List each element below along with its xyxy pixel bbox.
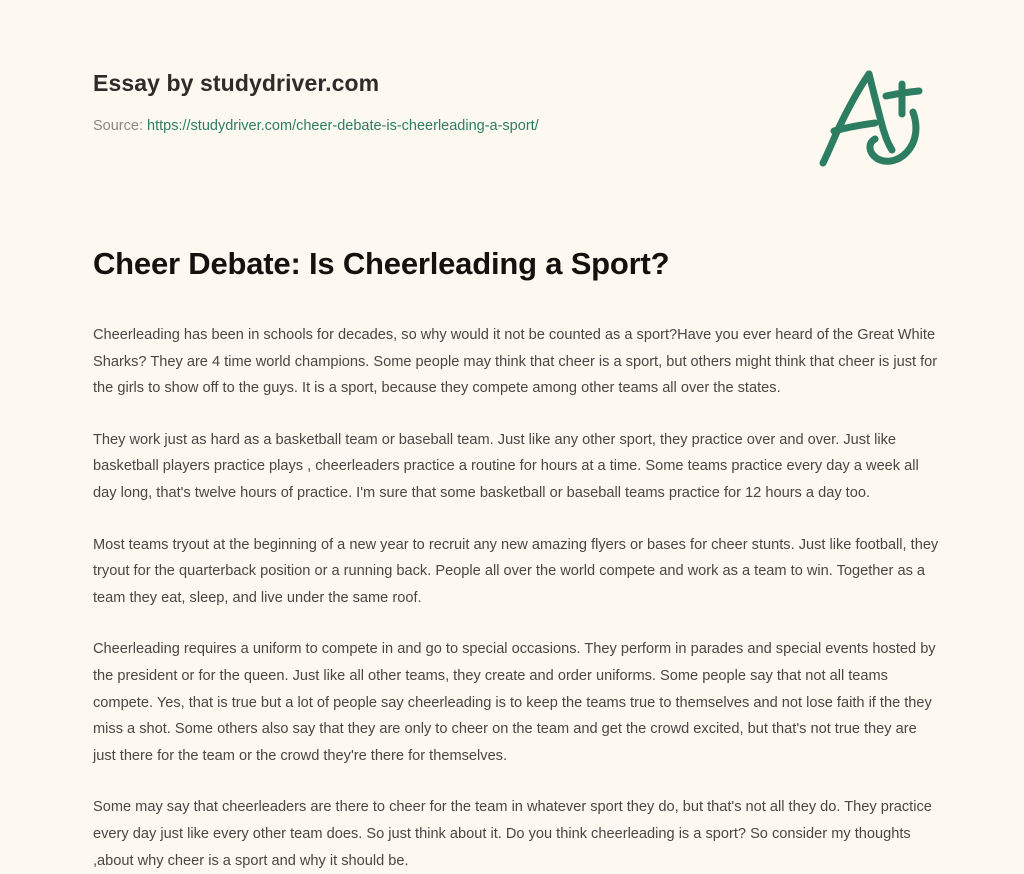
page-title: Cheer Debate: Is Cheerleading a Sport? (93, 246, 670, 281)
brand-block (93, 68, 713, 136)
paragraph: They work just as hard as a basketball team or baseball team. Just like any other sport, they practice over and over. Just like basketball players practice plays , cheerleaders practice a routine for hours at a time. Some teams practice every day a week all day long, that's twelve hours of practice. I'm sure that some basketball or baseball teams practice for 12 hours a day too. (93, 431, 919, 501)
studydriver-a-plus-logo-icon (812, 62, 934, 174)
brand-title: Essay by studydriver.com (93, 70, 380, 96)
paragraph: Most teams tryout at the beginning of a new year to recruit any new amazing flyers or bases for cheer stunts. Just like football, they tryout for the quarterback position or a running back. People all over the world compete and work as a team to win. Together as a team they eat, sleep, and live under the same roof. (93, 536, 939, 606)
paragraph: Cheerleading requires a uniform to compete in and go to special occasions. They perform in parades and special events hosted by the president or for the queen. Just like all other teams, they create and order uniforms. Some people say that not all teams compete. Yes, that is true but a lot of people say cheerleading is to keep the teams true to themselves and not lose faith if the they miss a shot. Some others also say that they are only to cheer on the team and get the crowd excited, but that's not true they are just there for the team or the crowd they're there for themselves. (93, 641, 936, 764)
paragraph: Some may say that cheerleaders are there to cheer for the team in whatever sport they do, but that's not all they do. They practice every day just like every other team does. So just think about it. Do you think cheerleading is a sport? So consider my thoughts ,about why cheer is a sport and why it should be. (93, 799, 932, 869)
source-url-link[interactable]: https://studydriver.com/cheer-debate-is-cheerleading-a-sport/ (147, 118, 539, 134)
article (93, 244, 939, 874)
source-line (93, 116, 713, 136)
source-label: Source: (93, 118, 143, 134)
paragraph: Cheerleading has been in schools for decades, so why would it not be counted as a sport?Have you ever heard of the Great White Sharks? They are 4 time world champions. Some people may think that cheer is a sport, but others might think that cheer is just for the girls to show off to the guys. It is a sport, because they compete among other teams all over the states. (93, 327, 938, 397)
article-body (93, 322, 939, 874)
page-header (0, 0, 1024, 200)
